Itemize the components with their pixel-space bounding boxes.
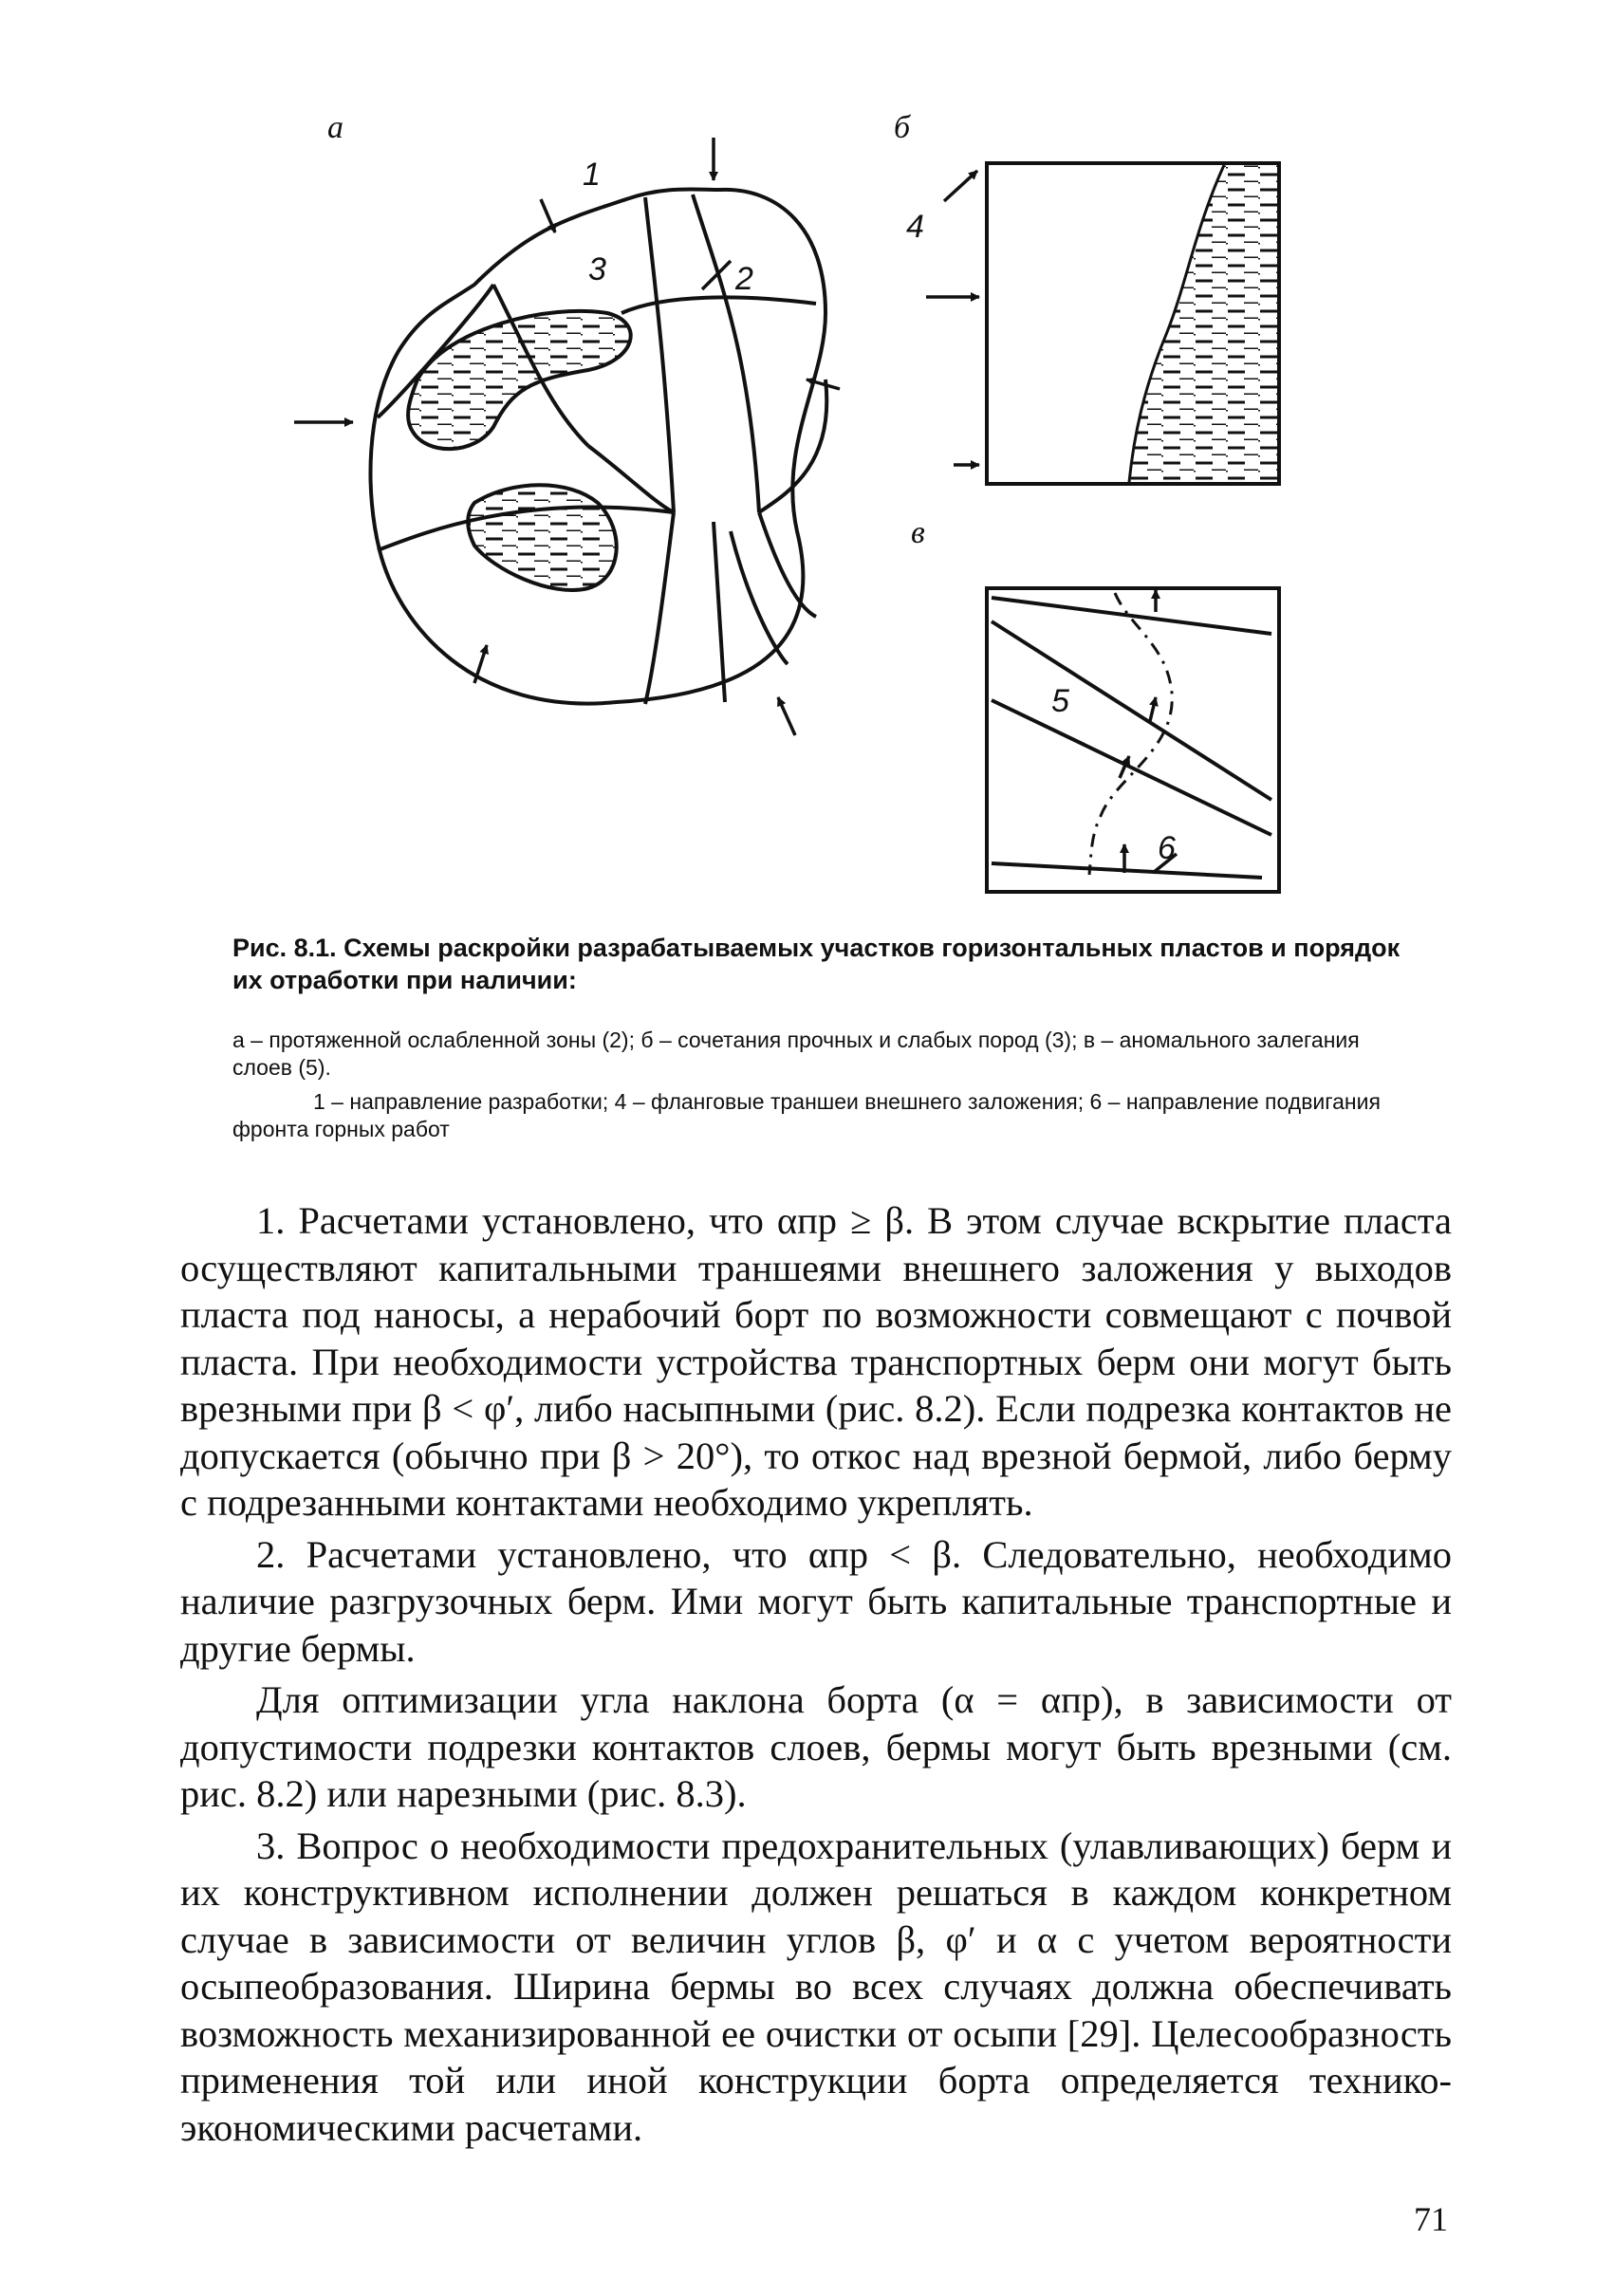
- panel-label-v: в: [911, 515, 925, 550]
- figure-caption-title: Рис. 8.1. Схемы раскройки разрабатываемых участков горизонтальных пластов и порядок их отработки при наличии:: [232, 934, 1401, 994]
- trench-arrows-b: [926, 171, 979, 465]
- callout-1: 1: [583, 157, 601, 193]
- paragraph-4: 3. Вопрос о необходимости предохранительных (улавливающих) берм и их конструктивном исполнении должен решаться в каждом конкретном случае в зависимости от величин углов β, φ′ и α с учетом вероятности осыпеобразования. Ширина бермы во всех случаях должна обеспечивать возможность механизированной ее очистки от осыпи [29]. Целесообразность применения той или иной конструкции борта определяется технико-экономическими расчетами.: [180, 1824, 1452, 2149]
- paragraph-2: 2. Расчетами установлено, что αпр < β. Следовательно, необходимо наличие разгрузочных берм. Ими могут быть капитальные транспортные и другие бермы.: [180, 1532, 1452, 1670]
- panel-label-a: а: [327, 110, 343, 145]
- figure-8-1: [0, 0, 1614, 949]
- callout-6: 6: [1158, 830, 1176, 866]
- callout-2: 2: [735, 261, 753, 297]
- callout-5: 5: [1051, 683, 1069, 719]
- paragraph-3: Для оптимизации угла наклона борта (α = αпр), в зависимости от допустимости подрезки контактов слоев, бермы могут быть врезными (см. рис. 8.2) или нарезными (рис. 8.3).: [180, 1678, 1452, 1815]
- panel-b-diagram: [987, 163, 1279, 484]
- figure-caption-legend-1: а – протяженной ослабленной зоны (2); б – сочетания прочных и слабых пород (3); в – аномального залегания слоев (5).: [232, 1028, 1360, 1080]
- panel-label-b: б: [894, 110, 911, 145]
- weak-rock-lens-upper: [408, 311, 631, 449]
- callout-3: 3: [588, 251, 606, 287]
- weak-rock-lens-lower: [468, 485, 616, 590]
- direction-arrows-a: [294, 138, 840, 735]
- panel-v-diagram: [987, 588, 1279, 892]
- figure-caption-legend-2: 1 – направление разработки; 4 – фланговые траншеи внешнего заложения; 6 – направление подвигания фронта горных работ: [232, 1089, 1381, 1141]
- paragraph-1: 1. Расчетами установлено, что αпр ≥ β. В этом случае вскрытие пласта осуществляют капитальными траншеями внешнего заложения у выходов пласта под наносы, а нерабочий борт по возможности совмещают с почвой пласта. При необходимости устройства транспортных берм они могут быть врезными при β < φ′, либо насыпными (рис. 8.2). Если подрезка контактов не допускается (обычно при β > 20°), то откос над врезной бермой, либо берму с подрезанными контактами необходимо укреплять.: [180, 1199, 1452, 1524]
- body-text: [180, 1197, 1452, 2156]
- callout-4: 4: [906, 209, 924, 245]
- page-number: 71: [1414, 2200, 1448, 2238]
